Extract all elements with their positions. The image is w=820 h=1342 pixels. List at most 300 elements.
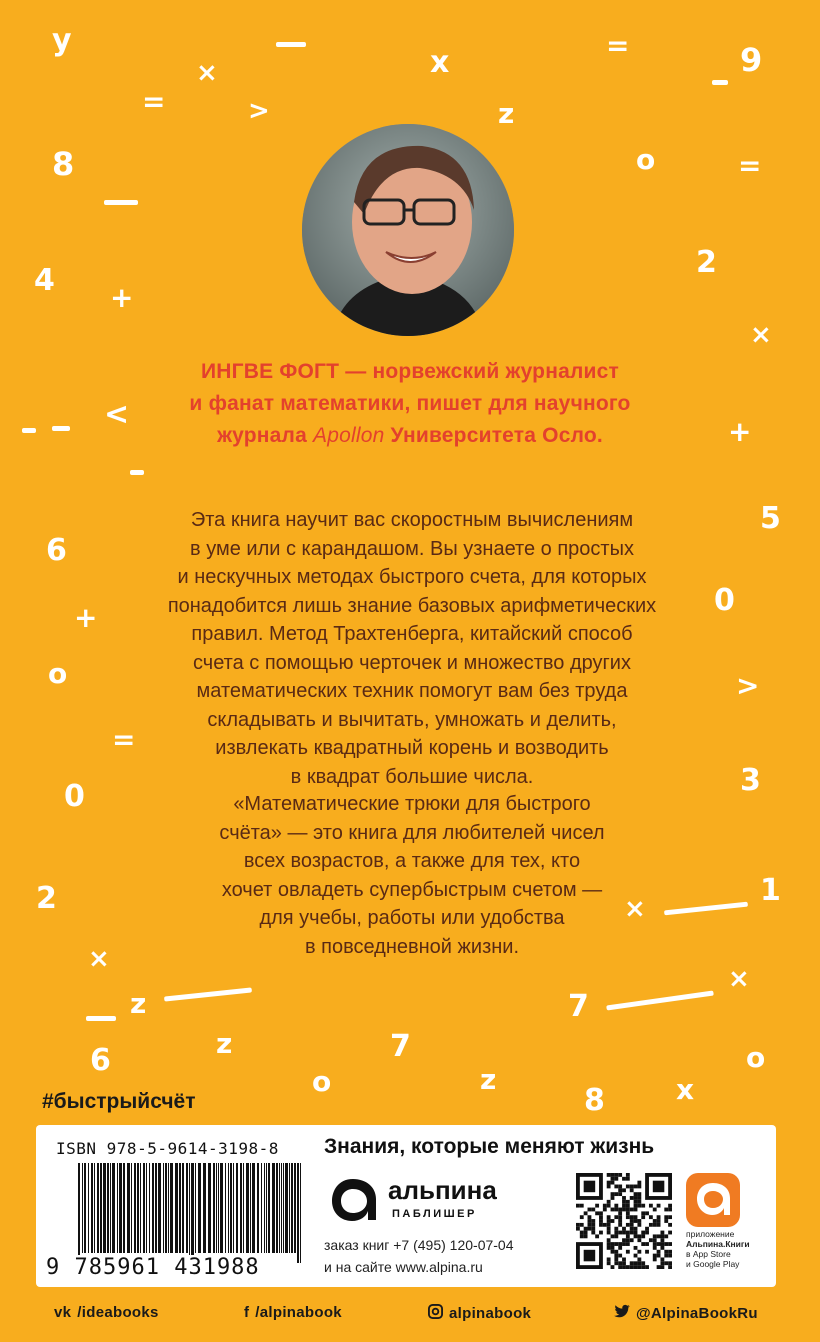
qr-module	[607, 1185, 611, 1189]
qr-module	[618, 1254, 622, 1258]
social-facebook-label: /alpinabook	[255, 1304, 342, 1321]
qr-module	[580, 1215, 584, 1219]
qr-module	[637, 1192, 641, 1196]
qr-module	[630, 1227, 634, 1231]
qr-module	[630, 1215, 634, 1219]
barcode-bar	[225, 1163, 226, 1253]
qr-module	[649, 1238, 653, 1242]
barcode-bar	[82, 1163, 83, 1253]
social-facebook[interactable]	[244, 1304, 342, 1321]
qr-module	[580, 1231, 584, 1235]
qr-module	[637, 1261, 641, 1265]
qr-module	[618, 1265, 622, 1269]
barcode	[78, 1163, 304, 1263]
social-vk[interactable]	[54, 1304, 159, 1321]
qr-module	[614, 1261, 618, 1265]
qr-module	[595, 1211, 599, 1215]
glyph-0: 0	[714, 583, 735, 618]
app-text-line: и Google Play	[686, 1259, 740, 1269]
glyph-9: 9	[740, 41, 763, 79]
qr-module	[630, 1261, 634, 1265]
barcode-bar	[198, 1163, 201, 1253]
barcode-bar	[110, 1163, 111, 1253]
barcode-bar	[297, 1163, 299, 1263]
qr-module	[664, 1219, 668, 1223]
glyph-equals: =	[606, 29, 630, 62]
qr-module	[622, 1257, 626, 1261]
qr-module	[668, 1215, 672, 1219]
glyph-2: 2	[36, 881, 57, 916]
glyph-6: 6	[46, 533, 67, 568]
qr-finder	[584, 1250, 596, 1262]
qr-module	[626, 1231, 630, 1235]
qr-module	[614, 1192, 618, 1196]
qr-module	[618, 1215, 622, 1219]
glyph-dash	[712, 80, 728, 85]
qr-module	[660, 1234, 664, 1238]
qr-module	[584, 1211, 588, 1215]
barcode-bar	[155, 1163, 157, 1253]
qr-module	[614, 1173, 618, 1177]
glyph-times: ×	[196, 58, 218, 88]
qr-module	[637, 1204, 641, 1208]
brand-subtitle: ПАБЛИШЕР	[392, 1208, 477, 1220]
website-line: и на сайте www.alpina.ru	[324, 1259, 483, 1275]
barcode-bar	[168, 1163, 169, 1253]
order-phone: заказ книг +7 (495) 120-07-04	[324, 1237, 514, 1253]
qr-finder	[653, 1181, 665, 1193]
qr-module	[653, 1246, 657, 1250]
barcode-bar	[257, 1163, 259, 1253]
qr-module	[634, 1246, 638, 1250]
barcode-bar	[300, 1163, 301, 1263]
qr-module	[657, 1204, 661, 1208]
glyph-8: 8	[52, 145, 75, 183]
qr-module	[588, 1223, 592, 1227]
glyph-dash	[104, 200, 138, 205]
qr-module	[660, 1246, 664, 1250]
qr-module	[653, 1254, 657, 1258]
barcode-bar	[236, 1163, 238, 1253]
barcode-bar	[216, 1163, 217, 1253]
publisher-slogan: Знания, которые меняют жизнь	[324, 1135, 655, 1158]
qr-module	[630, 1188, 634, 1192]
qr-module	[588, 1208, 592, 1212]
qr-module	[622, 1265, 626, 1269]
qr-module	[664, 1234, 668, 1238]
barcode-bar	[283, 1163, 284, 1253]
glyph-times: ×	[624, 894, 646, 924]
barcode-bar	[97, 1163, 99, 1253]
qr-module	[618, 1219, 622, 1223]
qr-module	[634, 1208, 638, 1212]
barcode-bar	[165, 1163, 167, 1253]
qr-module	[611, 1219, 615, 1223]
barcode-bar	[213, 1163, 215, 1253]
qr-module	[653, 1234, 657, 1238]
glyph-dash	[664, 902, 748, 916]
qr-module	[634, 1261, 638, 1265]
qr-module	[630, 1219, 634, 1223]
qr-module	[611, 1208, 615, 1212]
qr-module	[626, 1238, 630, 1242]
barcode-bar	[230, 1163, 232, 1253]
author-bio-text: журнала	[217, 424, 313, 447]
qr-module	[668, 1265, 672, 1269]
qr-module	[611, 1173, 615, 1177]
qr-module	[607, 1219, 611, 1223]
barcode-bar	[146, 1163, 147, 1253]
barcode-bar	[158, 1163, 161, 1253]
qr-module	[599, 1223, 603, 1227]
barcode-bar	[240, 1163, 242, 1253]
twitter-icon	[614, 1304, 630, 1322]
description-line: счета с помощью черточек и множество других	[193, 651, 631, 674]
qr-module	[618, 1185, 622, 1189]
glyph-dash	[164, 987, 252, 1001]
qr-module	[603, 1223, 607, 1227]
qr-module	[637, 1185, 641, 1189]
qr-module	[645, 1242, 649, 1246]
qr-module	[599, 1211, 603, 1215]
qr-module	[664, 1242, 668, 1246]
qr-module	[657, 1219, 661, 1223]
glyph-plus: +	[74, 601, 98, 634]
barcode-bar	[243, 1163, 244, 1253]
glyph-4: 4	[34, 263, 55, 298]
qr-module	[657, 1223, 661, 1227]
qr-module	[641, 1242, 645, 1246]
qr-module	[630, 1231, 634, 1235]
qr-module	[614, 1227, 618, 1231]
glyph-greater: >	[736, 669, 760, 702]
social-instagram-label: alpinabook	[449, 1305, 532, 1322]
qr-module	[611, 1246, 615, 1250]
qr-module	[637, 1223, 641, 1227]
glyph-equals: =	[112, 723, 136, 756]
qr-module	[622, 1227, 626, 1231]
barcode-bar	[289, 1163, 290, 1253]
qr-module	[591, 1231, 595, 1235]
description-line: всех возрастов, а также для тех, кто	[243, 850, 581, 872]
qr-module	[637, 1181, 641, 1185]
description-line: «Математические трюки для быстрого	[233, 793, 591, 815]
journal-name: Apollon	[313, 424, 385, 447]
qr-module	[607, 1204, 611, 1208]
alpina-logo-icon	[326, 1173, 380, 1227]
barcode-bar	[131, 1163, 132, 1253]
qr-module	[630, 1196, 634, 1200]
qr-module	[626, 1208, 630, 1212]
glyph-plus: +	[110, 281, 134, 314]
qr-module	[618, 1188, 622, 1192]
qr-module	[668, 1250, 672, 1254]
qr-module	[618, 1208, 622, 1212]
qr-module	[634, 1196, 638, 1200]
barcode-bar	[228, 1163, 229, 1253]
social-vk-label: /ideabooks	[77, 1304, 159, 1321]
glyph-2: 2	[696, 245, 717, 280]
qr-module	[630, 1238, 634, 1242]
qr-module	[668, 1204, 672, 1208]
glyph-dash	[130, 470, 144, 475]
glyph-5: 5	[760, 501, 781, 536]
qr-module	[626, 1204, 630, 1208]
qr-module	[653, 1208, 657, 1212]
qr-module	[641, 1265, 645, 1269]
barcode-bar	[88, 1163, 89, 1253]
author-bio-line	[120, 420, 700, 452]
barcode-bar	[195, 1163, 196, 1253]
qr-module	[622, 1204, 626, 1208]
qr-module	[611, 1196, 615, 1200]
qr-module	[622, 1177, 626, 1181]
barcode-bar	[103, 1163, 106, 1253]
qr-module	[614, 1254, 618, 1258]
qr-module	[630, 1265, 634, 1269]
glyph-plus: +	[728, 415, 752, 448]
description-line: и нескучных методах быстрого счета, для которых	[177, 566, 647, 588]
barcode-bar	[250, 1163, 251, 1253]
qr-module	[660, 1257, 664, 1261]
glyph-z: z	[480, 1063, 497, 1096]
qr-module	[622, 1231, 626, 1235]
qr-module	[657, 1234, 661, 1238]
qr-module	[614, 1257, 618, 1261]
qr-module	[641, 1261, 645, 1265]
barcode-bar	[218, 1163, 219, 1253]
qr-module	[645, 1231, 649, 1235]
glyph-0: 0	[64, 779, 85, 814]
glyph-equals: =	[738, 149, 762, 182]
qr-module	[580, 1234, 584, 1238]
barcode-bar	[170, 1163, 173, 1253]
hashtag: #быстрыйсчёт	[42, 1090, 196, 1113]
qr-module	[630, 1185, 634, 1189]
qr-module	[626, 1215, 630, 1219]
qr-module	[645, 1265, 649, 1269]
glyph-7: 7	[390, 1029, 411, 1064]
glyph-7: 7	[568, 989, 589, 1024]
barcode-bar	[179, 1163, 181, 1253]
glyph-z: z	[498, 97, 515, 130]
qr-module	[607, 1181, 611, 1185]
qr-module	[664, 1254, 668, 1258]
qr-module	[660, 1265, 664, 1269]
qr-module	[607, 1227, 611, 1231]
barcode-bar	[84, 1163, 86, 1253]
glyph-less: <	[104, 397, 130, 432]
glyph-times: ×	[750, 320, 772, 350]
barcode-bar	[78, 1163, 80, 1263]
glyph-dash	[276, 42, 306, 47]
qr-module	[618, 1211, 622, 1215]
qr-module	[634, 1219, 638, 1223]
qr-module	[588, 1219, 592, 1223]
barcode-bar	[264, 1163, 265, 1253]
qr-module	[607, 1257, 611, 1261]
qr-module	[611, 1265, 615, 1269]
qr-module	[668, 1242, 672, 1246]
qr-module	[657, 1242, 661, 1246]
barcode-bar	[149, 1163, 150, 1253]
glyph-times: ×	[88, 944, 110, 974]
qr-module	[607, 1238, 611, 1242]
qr-module	[634, 1231, 638, 1235]
publisher-info-panel	[36, 1125, 776, 1287]
glyph-dash	[86, 1016, 116, 1021]
qr-module	[591, 1223, 595, 1227]
glyph-y: y	[52, 23, 72, 58]
barcode-bar	[276, 1163, 278, 1253]
qr-module	[626, 1211, 630, 1215]
qr-module	[614, 1177, 618, 1181]
qr-module	[611, 1177, 615, 1181]
qr-module	[614, 1208, 618, 1212]
qr-module	[595, 1234, 599, 1238]
description-line: в повседневной жизни.	[304, 935, 520, 958]
app-store-info	[686, 1229, 766, 1269]
barcode-bar	[100, 1163, 102, 1253]
qr-module	[618, 1192, 622, 1196]
description-paragraph-2	[150, 790, 674, 961]
qr-module	[611, 1250, 615, 1254]
qr-module	[668, 1208, 672, 1212]
social-twitter[interactable]	[614, 1304, 758, 1322]
qr-module	[584, 1234, 588, 1238]
author-bio-line: и фанат математики, пишет для научного	[189, 392, 631, 415]
qr-module	[641, 1204, 645, 1208]
qr-module	[607, 1242, 611, 1246]
barcode-bar	[261, 1163, 262, 1253]
barcode-digits: 9 785961 431988	[46, 1255, 260, 1280]
qr-module	[591, 1219, 595, 1223]
author-bio-line	[120, 356, 700, 388]
qr-module	[576, 1204, 580, 1208]
barcode-bar	[252, 1163, 255, 1253]
isbn-label: ISBN 978-5-9614-3198-8	[56, 1139, 279, 1158]
qr-module	[622, 1261, 626, 1265]
description-line: математических техник помогут вам без труда	[196, 680, 628, 702]
qr-module	[657, 1250, 661, 1254]
qr-module	[607, 1261, 611, 1265]
barcode-bar	[279, 1163, 280, 1253]
author-photo	[302, 124, 514, 336]
qr-module	[614, 1234, 618, 1238]
qr-module	[626, 1185, 630, 1189]
qr-module	[626, 1173, 630, 1177]
glyph-dash	[52, 426, 70, 431]
qr-module	[630, 1223, 634, 1227]
qr-module	[660, 1242, 664, 1246]
qr-module	[599, 1219, 603, 1223]
qr-module	[649, 1223, 653, 1227]
qr-module	[614, 1231, 618, 1235]
barcode-bar	[152, 1163, 154, 1253]
qr-module	[626, 1223, 630, 1227]
qr-module	[588, 1227, 592, 1231]
author-bio	[120, 356, 700, 452]
qr-module	[614, 1204, 618, 1208]
qr-module	[637, 1238, 641, 1242]
glyph-dash	[606, 991, 714, 1011]
qr-module	[622, 1238, 626, 1242]
barcode-bar	[220, 1163, 223, 1253]
glyph-z: z	[216, 1027, 233, 1060]
barcode-bar	[291, 1163, 293, 1253]
qr-module	[634, 1200, 638, 1204]
qr-module	[645, 1211, 649, 1215]
glyph-dash	[22, 428, 36, 433]
qr-module	[614, 1242, 618, 1246]
qr-code	[576, 1173, 672, 1269]
qr-module	[637, 1265, 641, 1269]
qr-module	[649, 1215, 653, 1219]
qr-module	[664, 1208, 668, 1212]
description-line: извлекать квадратный корень и возводить	[215, 737, 609, 759]
barcode-bar	[137, 1163, 139, 1253]
barcode-bar	[91, 1163, 93, 1253]
qr-module	[614, 1250, 618, 1254]
barcode-bar	[233, 1163, 234, 1253]
brand-name: альпина	[388, 1175, 497, 1205]
glyph-greater: >	[248, 96, 270, 126]
qr-module	[576, 1223, 580, 1227]
barcode-bar	[186, 1163, 188, 1253]
social-twitter-label: @AlpinaBookRu	[636, 1304, 758, 1322]
qr-module	[611, 1234, 615, 1238]
qr-module	[641, 1231, 645, 1235]
glyph-x: x	[430, 45, 450, 80]
qr-module	[645, 1250, 649, 1254]
qr-module	[660, 1261, 664, 1265]
qr-module	[584, 1227, 588, 1231]
description-line: правил. Метод Трахтенберга, китайский способ	[191, 623, 633, 645]
qr-module	[637, 1250, 641, 1254]
app-text-line: в App Store	[686, 1249, 731, 1259]
qr-module	[611, 1181, 615, 1185]
description-line: в квадрат большие числа.	[290, 765, 534, 788]
qr-module	[634, 1254, 638, 1258]
author-name: ИНГВЕ ФОГТ	[201, 360, 340, 383]
social-instagram[interactable]	[428, 1304, 531, 1323]
qr-module	[641, 1234, 645, 1238]
qr-module	[626, 1200, 630, 1204]
qr-module	[657, 1254, 661, 1258]
app-text-line: приложение	[686, 1229, 735, 1239]
qr-module	[653, 1223, 657, 1227]
qr-module	[637, 1196, 641, 1200]
barcode-bar	[119, 1163, 122, 1253]
qr-module	[618, 1242, 622, 1246]
qr-module	[591, 1227, 595, 1231]
qr-module	[607, 1246, 611, 1250]
qr-module	[622, 1188, 626, 1192]
qr-module	[626, 1242, 630, 1246]
barcode-bar	[94, 1163, 95, 1253]
qr-module	[607, 1200, 611, 1204]
qr-module	[653, 1242, 657, 1246]
qr-module	[664, 1261, 668, 1265]
instagram-icon	[428, 1304, 443, 1323]
facebook-icon: f	[244, 1304, 250, 1321]
qr-module	[668, 1254, 672, 1258]
qr-module	[618, 1231, 622, 1235]
qr-module	[626, 1250, 630, 1254]
barcode-bar	[272, 1163, 275, 1253]
qr-module	[645, 1227, 649, 1231]
qr-module	[660, 1238, 664, 1242]
